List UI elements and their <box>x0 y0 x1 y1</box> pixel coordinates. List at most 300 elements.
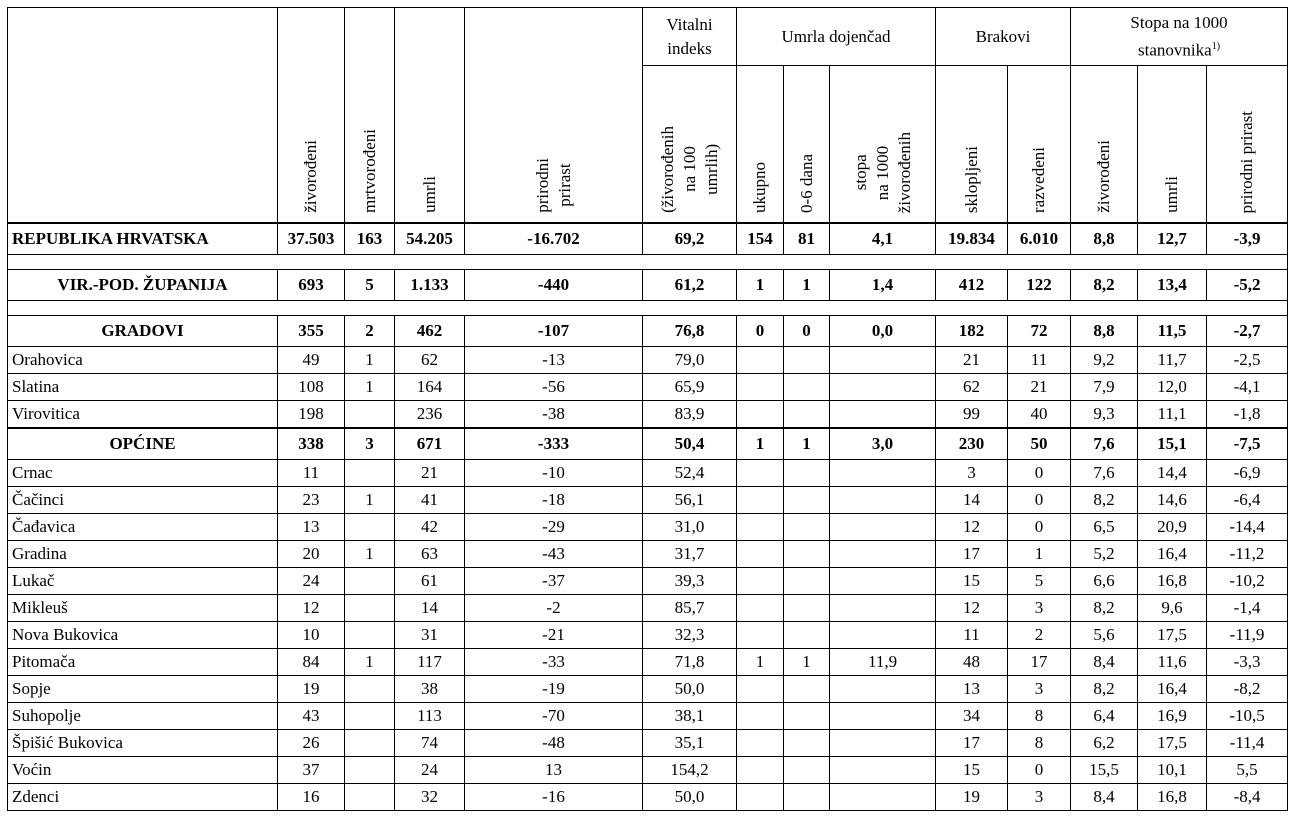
cell-value: 50 <box>1008 428 1071 460</box>
table-row-opcine <box>8 428 1288 460</box>
cell-value: 81 <box>784 223 830 255</box>
cell-value: 11,7 <box>1138 347 1207 374</box>
header-stopa-prirodni-prirast: prirodni prirast <box>1207 66 1288 224</box>
cell-value: 61,2 <box>643 270 737 301</box>
cell-value: -13 <box>465 347 643 374</box>
cell-value: 1 <box>784 649 830 676</box>
cell-value: 84 <box>278 649 345 676</box>
row-label: Nova Bukovica <box>8 622 278 649</box>
cell-value <box>737 460 784 487</box>
table-row-gradovi <box>8 316 1288 347</box>
cell-value: 19.834 <box>936 223 1008 255</box>
cell-value: 8,2 <box>1071 595 1138 622</box>
spacer-row <box>8 301 1288 316</box>
cell-value: 3 <box>936 460 1008 487</box>
cell-value <box>784 595 830 622</box>
cell-value: 0 <box>1008 460 1071 487</box>
cell-value: 5,2 <box>1071 541 1138 568</box>
cell-value: 15 <box>936 568 1008 595</box>
cell-value <box>737 487 784 514</box>
header-stopa-zivorodenih: stopa na 1000 živorođenih <box>830 66 936 224</box>
cell-value <box>345 568 395 595</box>
cell-value: 20 <box>278 541 345 568</box>
cell-value: 5,5 <box>1207 757 1288 784</box>
cell-value: 154 <box>737 223 784 255</box>
table-row-suhopolje <box>8 703 1288 730</box>
cell-value: 6,2 <box>1071 730 1138 757</box>
cell-value: -8,2 <box>1207 676 1288 703</box>
cell-value <box>784 676 830 703</box>
cell-value: 10,1 <box>1138 757 1207 784</box>
cell-value: 6,5 <box>1071 514 1138 541</box>
cell-value: 0 <box>1008 757 1071 784</box>
cell-value: 198 <box>278 401 345 429</box>
cell-value: 32 <box>395 784 465 811</box>
cell-value: 20,9 <box>1138 514 1207 541</box>
row-label: Pitomača <box>8 649 278 676</box>
cell-value: 11,6 <box>1138 649 1207 676</box>
cell-value: 11,5 <box>1138 316 1207 347</box>
table-row-pitomaca <box>8 649 1288 676</box>
cell-value: -6,4 <box>1207 487 1288 514</box>
row-label: GRADOVI <box>8 316 278 347</box>
row-label: Crnac <box>8 460 278 487</box>
cell-value: 19 <box>278 676 345 703</box>
cell-value: 38,1 <box>643 703 737 730</box>
cell-value <box>737 401 784 429</box>
cell-value: 355 <box>278 316 345 347</box>
cell-value <box>784 784 830 811</box>
cell-value: 9,2 <box>1071 347 1138 374</box>
cell-value: 11 <box>1008 347 1071 374</box>
cell-value: 74 <box>395 730 465 757</box>
cell-value <box>345 730 395 757</box>
cell-value: 37 <box>278 757 345 784</box>
cell-value: 1 <box>345 649 395 676</box>
cell-value <box>784 703 830 730</box>
row-label: Zdenci <box>8 784 278 811</box>
header-stopa-umrli: umrli <box>1138 66 1207 224</box>
cell-value: 1,4 <box>830 270 936 301</box>
cell-value: 32,3 <box>643 622 737 649</box>
table-row-lukac <box>8 568 1288 595</box>
cell-value <box>830 676 936 703</box>
header-brakovi: Brakovi <box>936 8 1071 66</box>
cell-value: 21 <box>395 460 465 487</box>
cell-value: 17 <box>936 730 1008 757</box>
cell-value: 14 <box>936 487 1008 514</box>
cell-value: 12,7 <box>1138 223 1207 255</box>
cell-value: 2 <box>1008 622 1071 649</box>
row-label: Virovitica <box>8 401 278 429</box>
cell-value: 17,5 <box>1138 622 1207 649</box>
cell-value: 13,4 <box>1138 270 1207 301</box>
cell-value: 108 <box>278 374 345 401</box>
cell-value <box>784 374 830 401</box>
cell-value: 48 <box>936 649 1008 676</box>
cell-value: 1 <box>737 649 784 676</box>
cell-value <box>830 784 936 811</box>
row-label: Špišić Bukovica <box>8 730 278 757</box>
cell-value: 24 <box>395 757 465 784</box>
cell-value <box>830 568 936 595</box>
cell-value <box>830 347 936 374</box>
cell-value: 0 <box>1008 487 1071 514</box>
cell-value: 16,4 <box>1138 541 1207 568</box>
cell-value: 230 <box>936 428 1008 460</box>
cell-value: -56 <box>465 374 643 401</box>
cell-value: 12 <box>278 595 345 622</box>
cell-value: 117 <box>395 649 465 676</box>
cell-value: -440 <box>465 270 643 301</box>
cell-value: 11,1 <box>1138 401 1207 429</box>
cell-value: 52,4 <box>643 460 737 487</box>
cell-value: 56,1 <box>643 487 737 514</box>
cell-value: 26 <box>278 730 345 757</box>
table-row-cacinci <box>8 487 1288 514</box>
cell-value: 99 <box>936 401 1008 429</box>
cell-value: 5 <box>345 270 395 301</box>
cell-value: 16,4 <box>1138 676 1207 703</box>
cell-value: 34 <box>936 703 1008 730</box>
cell-value: 7,6 <box>1071 460 1138 487</box>
cell-value: -2,7 <box>1207 316 1288 347</box>
cell-value <box>345 595 395 622</box>
cell-value: 50,0 <box>643 676 737 703</box>
cell-value: -4,1 <box>1207 374 1288 401</box>
cell-value: 72 <box>1008 316 1071 347</box>
cell-value: 693 <box>278 270 345 301</box>
cell-value: -8,4 <box>1207 784 1288 811</box>
cell-value: 8,4 <box>1071 649 1138 676</box>
cell-value: -333 <box>465 428 643 460</box>
cell-value: 16 <box>278 784 345 811</box>
cell-value: 1 <box>784 270 830 301</box>
header-stopa-na-1000: Stopa na 1000 stanovnika$^{1)}$ <box>1071 8 1288 66</box>
row-label: Gradina <box>8 541 278 568</box>
header-0-6-dana: 0-6 dana <box>784 66 830 224</box>
cell-value <box>345 676 395 703</box>
cell-value <box>784 568 830 595</box>
cell-value <box>345 622 395 649</box>
cell-value: 7,6 <box>1071 428 1138 460</box>
cell-value: -10 <box>465 460 643 487</box>
cell-value: -18 <box>465 487 643 514</box>
cell-value: 35,1 <box>643 730 737 757</box>
cell-value: 65,9 <box>643 374 737 401</box>
table-row-mikleus <box>8 595 1288 622</box>
cell-value: -70 <box>465 703 643 730</box>
row-label: OPĆINE <box>8 428 278 460</box>
cell-value: 1 <box>737 270 784 301</box>
cell-value: -2,5 <box>1207 347 1288 374</box>
cell-value <box>830 703 936 730</box>
header-blank <box>8 8 278 224</box>
cell-value: 7,9 <box>1071 374 1138 401</box>
cell-value <box>737 568 784 595</box>
header-stopa-zivorodeni: živorođeni <box>1071 66 1138 224</box>
cell-value: 41 <box>395 487 465 514</box>
row-label: Sopje <box>8 676 278 703</box>
cell-value: -38 <box>465 401 643 429</box>
cell-value: 4,1 <box>830 223 936 255</box>
cell-value: 14 <box>395 595 465 622</box>
cell-value: 8,8 <box>1071 316 1138 347</box>
cell-value: 62 <box>395 347 465 374</box>
cell-value: -3,9 <box>1207 223 1288 255</box>
cell-value: 3 <box>1008 676 1071 703</box>
table-row-sopje <box>8 676 1288 703</box>
cell-value: 38 <box>395 676 465 703</box>
cell-value: 11 <box>936 622 1008 649</box>
cell-value <box>737 347 784 374</box>
cell-value: 42 <box>395 514 465 541</box>
cell-value: 12 <box>936 595 1008 622</box>
cell-value: 0,0 <box>830 316 936 347</box>
header-sklopljeni: sklopljeni <box>936 66 1008 224</box>
cell-value <box>830 487 936 514</box>
cell-value: 113 <box>395 703 465 730</box>
cell-value: 6.010 <box>1008 223 1071 255</box>
cell-value: 31,0 <box>643 514 737 541</box>
cell-value: -33 <box>465 649 643 676</box>
table-row-zdenci <box>8 784 1288 811</box>
cell-value: 1.133 <box>395 270 465 301</box>
cell-value: 1 <box>345 347 395 374</box>
cell-value: 21 <box>1008 374 1071 401</box>
cell-value: 1 <box>784 428 830 460</box>
cell-value <box>830 541 936 568</box>
cell-value <box>345 757 395 784</box>
header-umrli: umrli <box>395 8 465 224</box>
cell-value: 5,6 <box>1071 622 1138 649</box>
cell-value: 0 <box>737 316 784 347</box>
table-row-spisic-bukovica <box>8 730 1288 757</box>
cell-value: 154,2 <box>643 757 737 784</box>
cell-value: 1 <box>345 374 395 401</box>
table-row-orahovica <box>8 347 1288 374</box>
cell-value: 6,4 <box>1071 703 1138 730</box>
cell-value: -10,2 <box>1207 568 1288 595</box>
cell-value <box>830 757 936 784</box>
cell-value: 8,2 <box>1071 676 1138 703</box>
cell-value: 14,4 <box>1138 460 1207 487</box>
spacer-row <box>8 255 1288 270</box>
cell-value: 54.205 <box>395 223 465 255</box>
cell-value: -7,5 <box>1207 428 1288 460</box>
cell-value <box>345 784 395 811</box>
cell-value <box>784 347 830 374</box>
cell-value <box>737 703 784 730</box>
cell-value: 19 <box>936 784 1008 811</box>
cell-value: -10,5 <box>1207 703 1288 730</box>
cell-value: 11 <box>278 460 345 487</box>
cell-value: 8,2 <box>1071 487 1138 514</box>
cell-value: 63 <box>395 541 465 568</box>
cell-value: 338 <box>278 428 345 460</box>
table-row-virovitica <box>8 401 1288 429</box>
cell-value: -11,9 <box>1207 622 1288 649</box>
cell-value: -107 <box>465 316 643 347</box>
cell-value: 2 <box>345 316 395 347</box>
cell-value: 15 <box>936 757 1008 784</box>
header-umrla-dojencad: Umrla dojenčad <box>737 8 936 66</box>
cell-value: 163 <box>345 223 395 255</box>
cell-value: 8,8 <box>1071 223 1138 255</box>
cell-value: -3,3 <box>1207 649 1288 676</box>
cell-value: 69,2 <box>643 223 737 255</box>
row-label: Čačinci <box>8 487 278 514</box>
cell-value <box>784 622 830 649</box>
cell-value: 15,1 <box>1138 428 1207 460</box>
cell-value: 16,8 <box>1138 784 1207 811</box>
cell-value: 8 <box>1008 730 1071 757</box>
cell-value: 13 <box>465 757 643 784</box>
cell-value <box>345 703 395 730</box>
cell-value: 236 <box>395 401 465 429</box>
cell-value <box>737 784 784 811</box>
cell-value <box>830 374 936 401</box>
cell-value: -43 <box>465 541 643 568</box>
cell-value <box>737 374 784 401</box>
cell-value: -1,8 <box>1207 401 1288 429</box>
cell-value: 85,7 <box>643 595 737 622</box>
cell-value: 23 <box>278 487 345 514</box>
cell-value: 9,6 <box>1138 595 1207 622</box>
cell-value <box>345 460 395 487</box>
cell-value: 3 <box>1008 784 1071 811</box>
cell-value: 76,8 <box>643 316 737 347</box>
cell-value <box>737 541 784 568</box>
row-label: Slatina <box>8 374 278 401</box>
row-label: VIR.-POD. ŽUPANIJA <box>8 270 278 301</box>
cell-value: -11,4 <box>1207 730 1288 757</box>
cell-value: -11,2 <box>1207 541 1288 568</box>
cell-value: -14,4 <box>1207 514 1288 541</box>
table-row-cadavica <box>8 514 1288 541</box>
cell-value: 182 <box>936 316 1008 347</box>
cell-value <box>784 730 830 757</box>
cell-value: 9,3 <box>1071 401 1138 429</box>
cell-value: 50,4 <box>643 428 737 460</box>
cell-value <box>830 401 936 429</box>
table-row-zup <box>8 270 1288 301</box>
cell-value: 17,5 <box>1138 730 1207 757</box>
cell-value <box>737 730 784 757</box>
cell-value: 8,4 <box>1071 784 1138 811</box>
cell-value: 43 <box>278 703 345 730</box>
cell-value: -5,2 <box>1207 270 1288 301</box>
table-body <box>8 223 1288 811</box>
cell-value <box>345 514 395 541</box>
cell-value: 12 <box>936 514 1008 541</box>
row-label: Čađavica <box>8 514 278 541</box>
cell-value: 40 <box>1008 401 1071 429</box>
cell-value <box>830 595 936 622</box>
cell-value: -19 <box>465 676 643 703</box>
cell-value: 13 <box>278 514 345 541</box>
cell-value: 1 <box>1008 541 1071 568</box>
cell-value: 61 <box>395 568 465 595</box>
cell-value: 12,0 <box>1138 374 1207 401</box>
cell-value: 1 <box>737 428 784 460</box>
cell-value <box>784 757 830 784</box>
cell-value: 5 <box>1008 568 1071 595</box>
cell-value: 49 <box>278 347 345 374</box>
row-label: Mikleuš <box>8 595 278 622</box>
cell-value: -16 <box>465 784 643 811</box>
table-row-slatina <box>8 374 1288 401</box>
cell-value: 164 <box>395 374 465 401</box>
cell-value: 0 <box>1008 514 1071 541</box>
table-row-nova-bukovica <box>8 622 1288 649</box>
cell-value: 6,6 <box>1071 568 1138 595</box>
cell-value <box>737 514 784 541</box>
cell-value: 24 <box>278 568 345 595</box>
cell-value: 16,9 <box>1138 703 1207 730</box>
cell-value: 14,6 <box>1138 487 1207 514</box>
cell-value <box>784 460 830 487</box>
header-prirodni-prirast: prirodni prirast <box>465 8 643 224</box>
header-ukupno: ukupno <box>737 66 784 224</box>
cell-value: 79,0 <box>643 347 737 374</box>
row-label: Lukač <box>8 568 278 595</box>
cell-value: 462 <box>395 316 465 347</box>
header-mrtvorodeni: mrtvorođeni <box>345 8 395 224</box>
cell-value: -29 <box>465 514 643 541</box>
cell-value: 10 <box>278 622 345 649</box>
cell-value: -37 <box>465 568 643 595</box>
cell-value: -16.702 <box>465 223 643 255</box>
cell-value: 31 <box>395 622 465 649</box>
cell-value: 15,5 <box>1071 757 1138 784</box>
cell-value: 8,2 <box>1071 270 1138 301</box>
cell-value: 412 <box>936 270 1008 301</box>
header-vitalni-indeks: Vitalni indeks <box>643 8 737 66</box>
cell-value: 71,8 <box>643 649 737 676</box>
cell-value: 50,0 <box>643 784 737 811</box>
header-vitalni-sub: (živorođenih na 100 umrlih) <box>643 66 737 224</box>
cell-value: 122 <box>1008 270 1071 301</box>
cell-value <box>737 622 784 649</box>
cell-value: 3,0 <box>830 428 936 460</box>
cell-value <box>784 401 830 429</box>
cell-value: 3 <box>1008 595 1071 622</box>
cell-value: -21 <box>465 622 643 649</box>
table-row-hr <box>8 223 1288 255</box>
cell-value: 0 <box>784 316 830 347</box>
cell-value: 671 <box>395 428 465 460</box>
cell-value <box>784 541 830 568</box>
cell-value <box>830 622 936 649</box>
cell-value <box>345 401 395 429</box>
cell-value: 83,9 <box>643 401 737 429</box>
header-razvedeni: razvedeni <box>1008 66 1071 224</box>
row-label: Orahovica <box>8 347 278 374</box>
cell-value <box>737 676 784 703</box>
table-row-gradina <box>8 541 1288 568</box>
cell-value: 1 <box>345 541 395 568</box>
cell-value: 8 <box>1008 703 1071 730</box>
header-zivorodeni: živorođeni <box>278 8 345 224</box>
cell-value: 17 <box>936 541 1008 568</box>
row-label: Suhopolje <box>8 703 278 730</box>
cell-value <box>784 487 830 514</box>
cell-value: -2 <box>465 595 643 622</box>
cell-value: -6,9 <box>1207 460 1288 487</box>
table-row-vocin <box>8 757 1288 784</box>
cell-value <box>737 757 784 784</box>
